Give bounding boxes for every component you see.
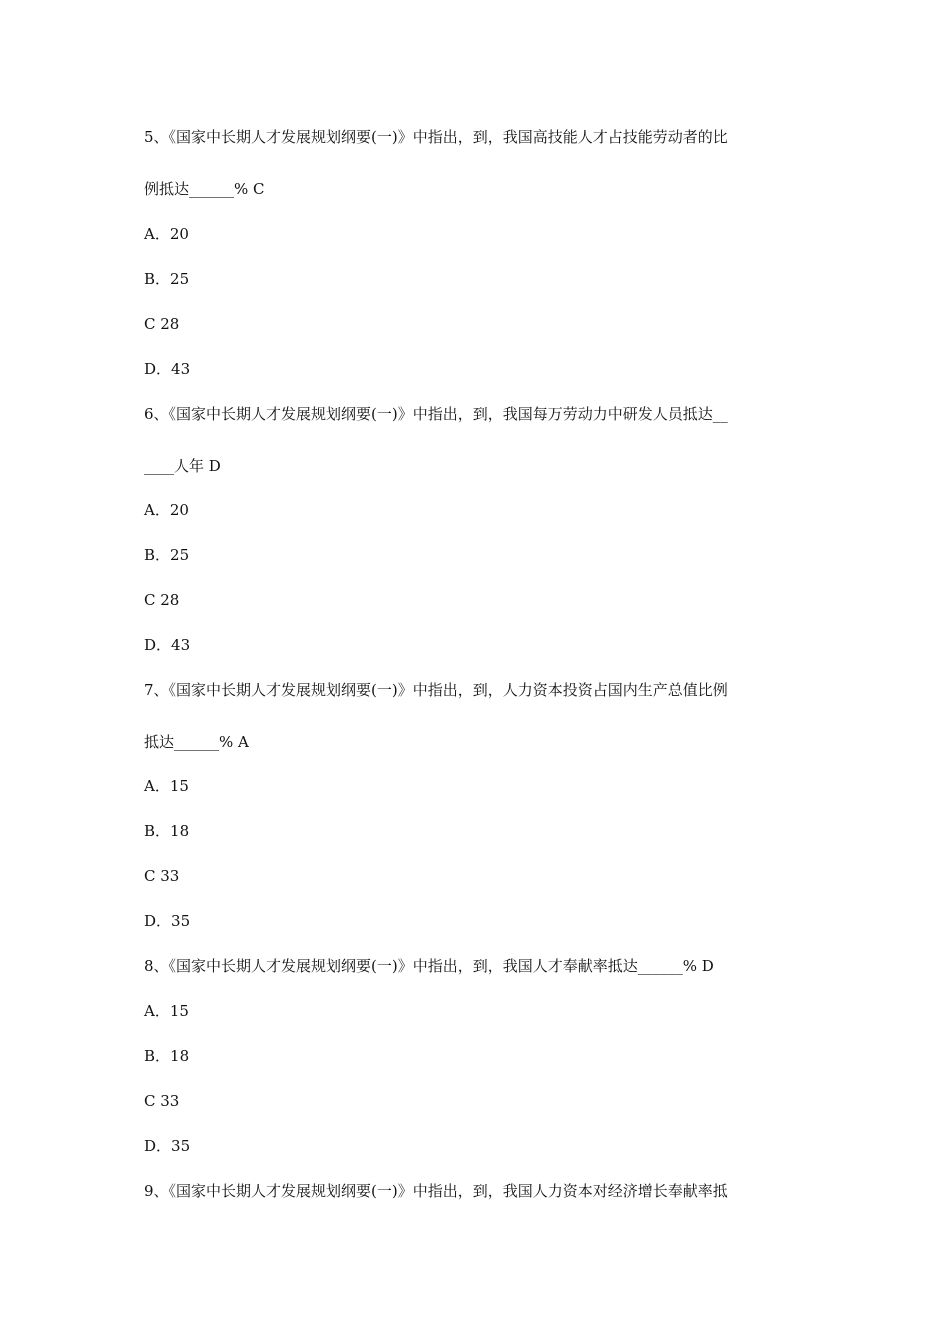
- question-5-text: 5、《国家中长期人才发展规划纲要(一)》中指出，到，我国高技能人才占技能劳动者的比: [144, 128, 728, 146]
- question-6-option-a: A．20: [144, 501, 189, 519]
- question-7-option-b: B．18: [144, 822, 190, 840]
- question-8-option-a: A．15: [144, 1002, 189, 1020]
- question-5-text-continued: 例抵达______% C: [144, 180, 265, 198]
- question-6-text: 6、《国家中长期人才发展规划纲要(一)》中指出，到，我国每万劳动力中研发人员抵达__: [144, 405, 728, 423]
- question-7-option-a: A．15: [144, 777, 189, 795]
- question-7-option-d: D．35: [144, 912, 191, 930]
- question-9-text: 9、《国家中长期人才发展规划纲要(一)》中指出，到，我国人力资本对经济增长奉献率抵: [144, 1182, 728, 1200]
- question-8-text: 8、《国家中长期人才发展规划纲要(一)》中指出，到，我国人才奉献率抵达______% D: [144, 957, 714, 975]
- question-8-option-b: B．18: [144, 1047, 190, 1065]
- question-7-option-c: C 33: [144, 867, 180, 885]
- question-5-option-d: D．43: [144, 360, 191, 378]
- question-7-text: 7、《国家中长期人才发展规划纲要(一)》中指出，到，人力资本投资占国内生产总值比例: [144, 681, 728, 699]
- question-8-option-d: D．35: [144, 1137, 191, 1155]
- question-5-option-b: B．25: [144, 270, 190, 288]
- question-5-option-a: A．20: [144, 225, 189, 243]
- question-8-option-c: C 33: [144, 1092, 180, 1110]
- question-6-option-d: D．43: [144, 636, 191, 654]
- question-5-option-c: C 28: [144, 315, 180, 333]
- question-7-text-continued: 抵达______% A: [144, 733, 249, 751]
- question-6-option-c: C 28: [144, 591, 180, 609]
- question-6-option-b: B．25: [144, 546, 190, 564]
- question-6-text-continued: ____人年 D: [144, 457, 221, 475]
